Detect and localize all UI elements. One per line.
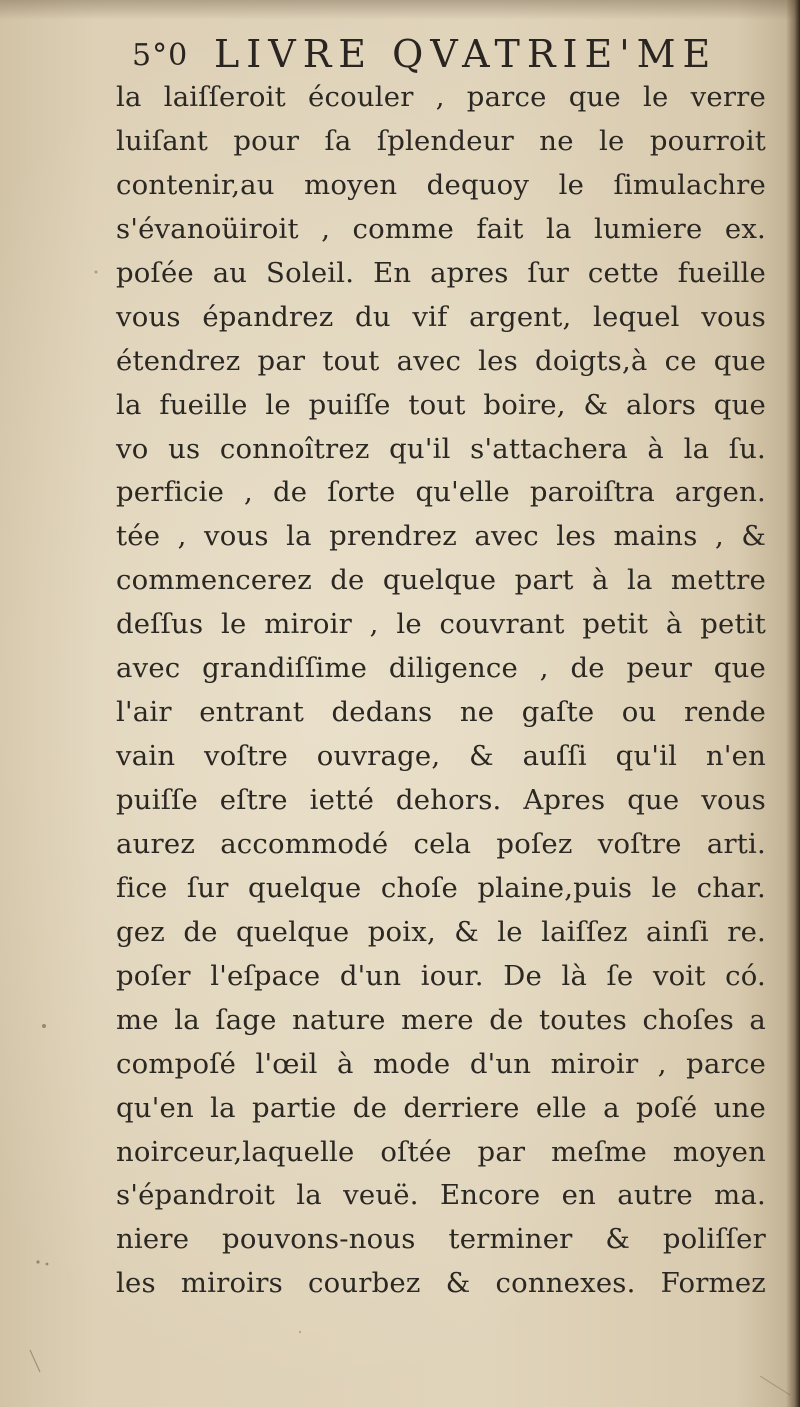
text-line: la fueille le puiſſe tout boire, & alors que bbox=[116, 388, 766, 421]
text-line: poſée au Soleil. En apres ſur cette fueille bbox=[116, 256, 766, 289]
text-line: gez de quelque poix, & le laiſſez ainſi re. bbox=[116, 915, 766, 948]
text-line: aurez accommodé cela poſez voſtre arti. bbox=[116, 827, 766, 860]
text-line: qu'en la partie de derriere elle a poſé une bbox=[116, 1091, 766, 1124]
running-title: LIVRE QVATRIE'ME bbox=[214, 32, 718, 76]
text-line: compoſé l'œil à mode d'un miroir , parce bbox=[116, 1047, 766, 1080]
text-line: l'air entrant dedans ne gaſte ou rende bbox=[116, 696, 766, 729]
text-line: vous épandrez du vif argent, lequel vous bbox=[116, 300, 766, 333]
text-line: noirceur,laquelle oſtée par meſme moyen bbox=[116, 1135, 766, 1168]
text-line: s'évanoüiroit , comme fait la lumiere ex. bbox=[116, 212, 766, 245]
text-line: contenir,au moyen dequoy le ſimulachre bbox=[116, 168, 766, 201]
text-line: les miroirs courbez & connexes. Formez bbox=[116, 1267, 766, 1300]
text-line: avec grandiſſime diligence , de peur que bbox=[116, 652, 766, 685]
page-number: 5°0 bbox=[132, 38, 189, 73]
text-line: fice ſur quelque choſe plaine,puis le char. bbox=[116, 871, 766, 904]
text-line: tée , vous la prendrez avec les mains , & bbox=[116, 520, 766, 553]
text-line: commencerez de quelque part à la mettre bbox=[116, 564, 766, 597]
page-top-shadow bbox=[0, 0, 800, 20]
text-line: perficie , de ſorte qu'elle paroiſtra argen. bbox=[116, 476, 766, 509]
text-line: niere pouvons-nous terminer & poliſſer bbox=[116, 1223, 766, 1256]
body-text bbox=[116, 76, 766, 1306]
text-line: deſſus le miroir , le couvrant petit à petit bbox=[116, 608, 766, 641]
page-gutter-shadow bbox=[786, 0, 800, 1407]
text-line: la laiſſeroit écouler , parce que le verre bbox=[116, 81, 766, 113]
text-line: me la ſage nature mere de toutes choſes a bbox=[116, 1003, 766, 1036]
text-line: luiſant pour ſa ſplendeur ne le pourroit bbox=[116, 124, 766, 157]
running-head bbox=[132, 30, 752, 82]
text-line: vo us connoîtrez qu'il s'attachera à la ſu. bbox=[116, 432, 766, 465]
text-line: puiſſe eſtre ietté dehors. Apres que vous bbox=[116, 784, 766, 816]
text-line: poſer l'eſpace d'un iour. De là ſe voit có. bbox=[116, 959, 766, 992]
text-line: étendrez par tout avec les doigts,à ce que bbox=[116, 344, 766, 377]
text-line: s'épandroit la veuë. Encore en autre ma. bbox=[116, 1179, 766, 1212]
text-line: vain voſtre ouvrage, & auſſi qu'il n'en bbox=[116, 740, 766, 773]
